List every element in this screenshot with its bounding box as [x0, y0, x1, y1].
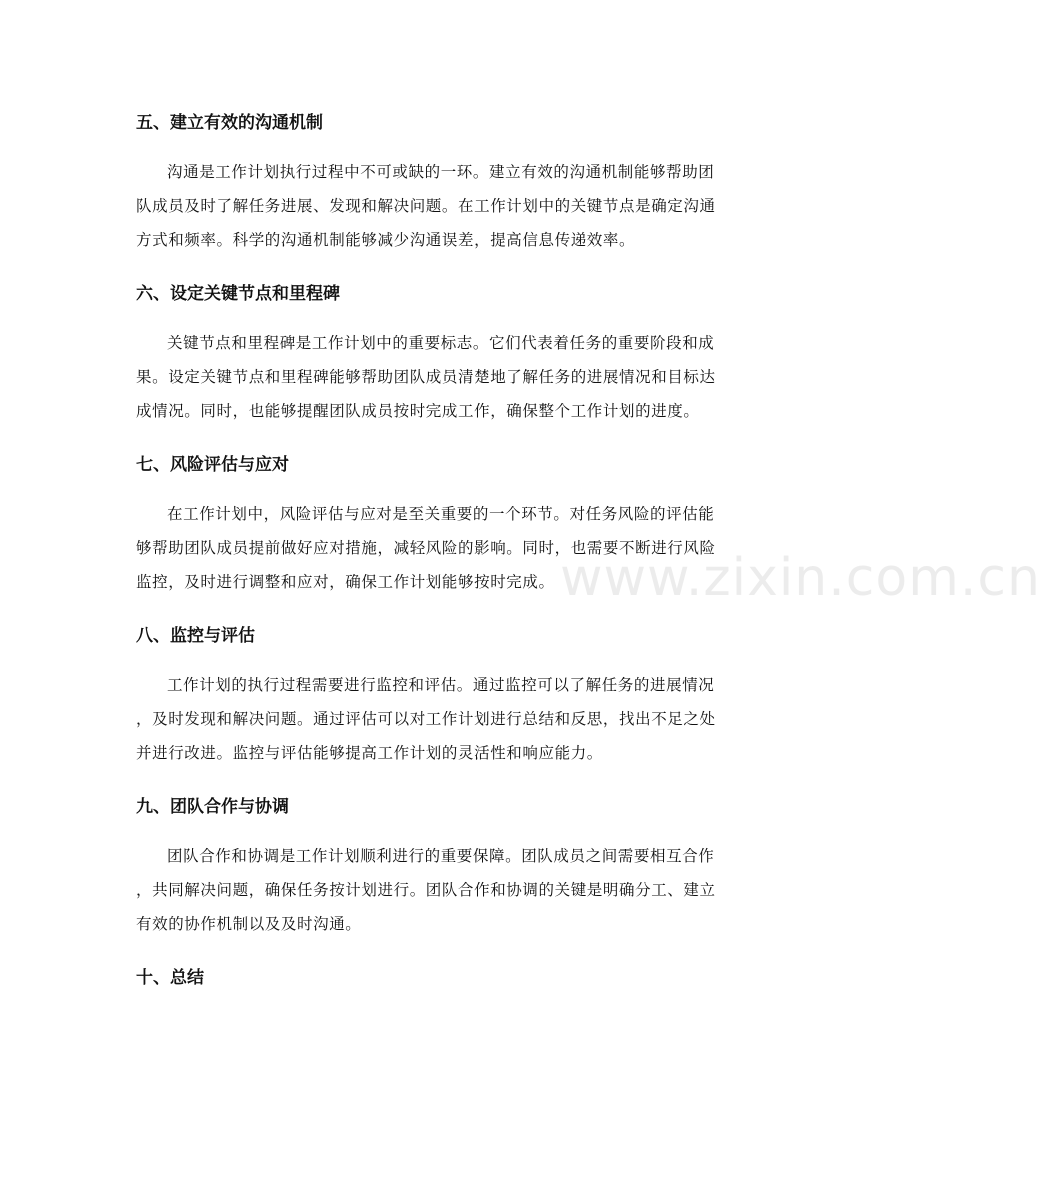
section-8: [136, 617, 786, 770]
paragraph-line: 果。设定关键节点和里程碑能够帮助团队成员清楚地了解任务的进展情况和目标达: [136, 368, 716, 386]
section-7: [136, 446, 786, 599]
section-heading: 九、团队合作与协调: [136, 797, 289, 817]
paragraph-line: 沟通是工作计划执行过程中不可或缺的一环。建立有效的沟通机制能够帮助团: [167, 163, 715, 181]
paragraph-line: 工作计划的执行过程需要进行监控和评估。通过监控可以了解任务的进展情况: [167, 676, 715, 694]
paragraph-line: 有效的协作机制以及及时沟通。: [136, 915, 362, 933]
section-heading: 五、建立有效的沟通机制: [136, 113, 323, 133]
paragraph-line: 关键节点和里程碑是工作计划中的重要标志。它们代表着任务的重要阶段和成: [167, 334, 715, 352]
paragraph-line: 队成员及时了解任务进展、发现和解决问题。在工作计划中的关键节点是确定沟通: [136, 197, 716, 215]
paragraph-line: 监控，及时进行调整和应对，确保工作计划能够按时完成。: [136, 573, 555, 591]
section-10: [136, 959, 786, 997]
paragraph-line: 够帮助团队成员提前做好应对措施，减轻风险的影响。同时，也需要不断进行风险: [136, 539, 716, 557]
paragraph-line: 方式和频率。科学的沟通机制能够减少沟通误差，提高信息传递效率。: [136, 231, 636, 249]
paragraph-line: 并进行改进。监控与评估能够提高工作计划的灵活性和响应能力。: [136, 744, 603, 762]
section-5: [136, 104, 786, 257]
document-content: [136, 104, 786, 1010]
section-9: [136, 788, 786, 941]
section-paragraph: [136, 497, 786, 599]
section-paragraph: [136, 839, 786, 941]
section-6: [136, 275, 786, 428]
paragraph-line: 团队合作和协调是工作计划顺利进行的重要保障。团队成员之间需要相互合作: [167, 847, 715, 865]
paragraph-line: 在工作计划中，风险评估与应对是至关重要的一个环节。对任务风险的评估能: [167, 505, 715, 523]
section-heading: 八、监控与评估: [136, 626, 255, 646]
section-heading: 七、风险评估与应对: [136, 455, 289, 475]
paragraph-line: ，及时发现和解决问题。通过评估可以对工作计划进行总结和反思，找出不足之处: [136, 710, 716, 728]
section-paragraph: [136, 326, 786, 428]
section-heading: 十、总结: [136, 968, 204, 988]
section-paragraph: [136, 155, 786, 257]
section-paragraph: [136, 668, 786, 770]
section-heading: 六、设定关键节点和里程碑: [136, 284, 340, 304]
paragraph-line: 成情况。同时，也能够提醒团队成员按时完成工作，确保整个工作计划的进度。: [136, 402, 700, 420]
watermark-text: www.zixin.com.cn: [560, 548, 1041, 608]
paragraph-line: ，共同解决问题，确保任务按计划进行。团队合作和协调的关键是明确分工、建立: [136, 881, 716, 899]
